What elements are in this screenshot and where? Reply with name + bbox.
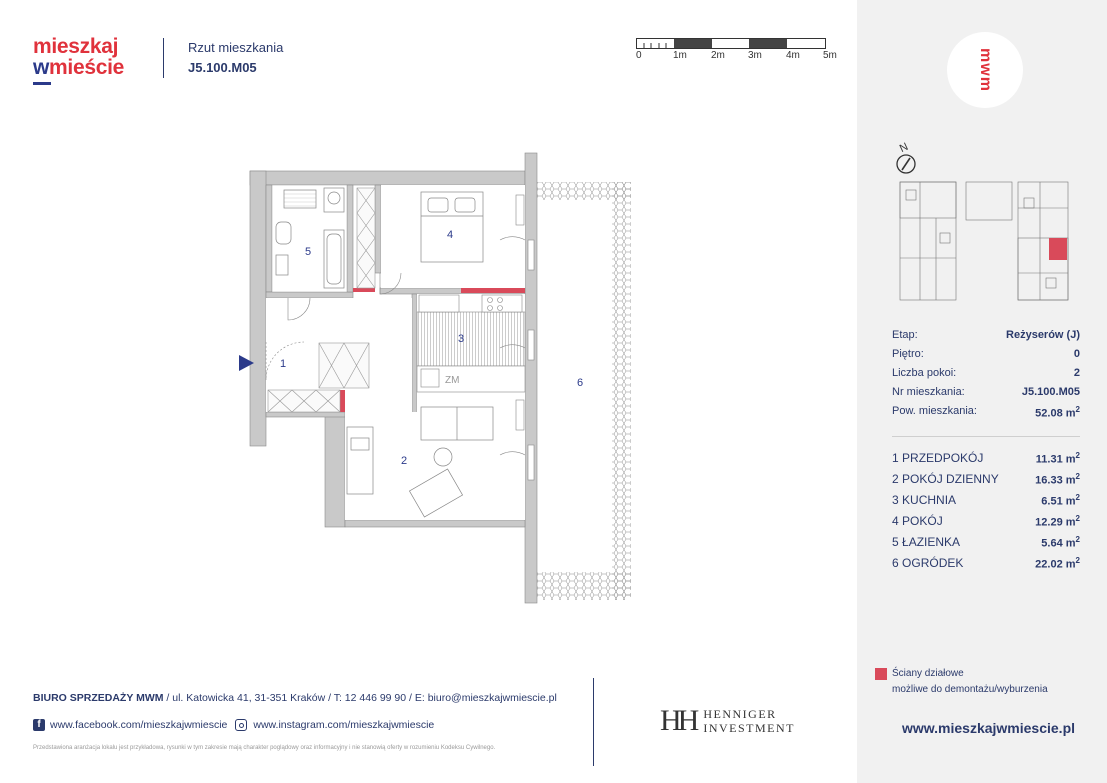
fridge-label: ZM [445,375,460,386]
logo-rest: mieście [49,56,125,79]
social-links [33,719,434,731]
facebook-icon: f [33,719,45,731]
henniger-logo [660,704,795,738]
room-area: 11.31 m [1035,453,1076,466]
scale-label: 1m [673,50,687,61]
info-row [892,386,1080,405]
facebook-link[interactable]: www.facebook.com/mieszkajwmiescie [50,719,228,731]
room-area-sup: 2 [1075,556,1080,565]
room-name: POKÓJ [902,514,943,528]
info-label: Pow. mieszkania: [892,405,977,417]
sales-office-info [33,692,557,704]
room-row [892,514,1080,535]
room-area: 22.02 m [1035,558,1076,571]
scale-label: 4m [786,50,800,61]
scale-label: 5m [823,50,837,61]
disclaimer: Przedstawiona aranżacja lokalu jest przykładowa, rysunki w tym zakresie mają charakter poglądowy oraz informacyjny i nie stanowią oferty w rozumieniu Kodeksu Cywilnego. [33,745,496,751]
room-row [892,556,1080,577]
scale-seg-4 [787,39,825,48]
room-row [892,535,1080,556]
plan-label: Rzut mieszkania [188,40,284,55]
room-number-2: 2 [401,455,408,467]
logo-line1: mieszkaj [33,35,119,58]
apartment-info [892,329,1080,424]
henniger-mark: HH [660,704,696,737]
compass-icon [894,140,918,176]
room-area-sup: 2 [1075,535,1080,544]
info-row [892,405,1080,424]
info-value: J5.100.M05 [1021,386,1080,398]
room-row [892,493,1080,514]
scale-seg-1 [674,39,712,48]
sales-office-title: BIURO SPRZEDAŻY MWM [33,692,164,704]
henniger-line2: INVESTMENT [703,721,796,735]
scale-seg-3 [749,39,787,48]
room-num: 1 [892,451,899,465]
room-area: 6.51 m [1041,495,1076,508]
legend [875,666,1048,698]
info-label: Piętro: [892,348,924,360]
room-name: ŁAZIENKA [902,535,961,549]
room-area: 5.64 m [1041,537,1076,550]
legend-line2: możliwe do demontażu/wyburzenia [892,684,1048,695]
room-number-6: 6 [577,377,584,389]
info-row [892,348,1080,367]
info-row [892,329,1080,348]
logo-line2 [33,57,124,78]
sidebar-divider [892,436,1080,437]
room-name: PRZEDPOKÓJ [902,451,984,465]
room-row [892,472,1080,493]
header-divider [163,38,164,78]
henniger-line1: HENNIGER [703,707,777,721]
room-number-4: 4 [447,229,454,241]
room-num: 5 [892,535,899,549]
room-area: 12.29 m [1035,516,1076,529]
room-num: 2 [892,472,899,486]
footer-divider [593,678,594,766]
room-area-sup: 2 [1075,472,1080,481]
info-label: Nr mieszkania: [892,386,965,398]
scale-seg-2 [712,39,749,48]
brand-logo[interactable] [33,36,124,85]
info-label: Liczba pokoi: [892,367,957,379]
website-link[interactable]: www.mieszkajwmiescie.pl [902,720,1076,736]
logo-w: w [33,56,50,79]
room-number-1: 1 [280,358,287,370]
scale-label: 3m [748,50,762,61]
scale-labels [630,50,845,64]
sales-office-address: / ul. Katowicka 41, 31-351 Kraków / T: 12 446 99 90 / E: biuro@mieszkajwmiescie.pl [163,692,557,704]
bed [421,192,483,262]
room-num: 4 [892,514,899,528]
area-value: 52.08 m [1035,407,1076,420]
sidebar-logo [947,32,1023,108]
legend-swatch [875,668,887,680]
room-name: POKÓJ DZIENNY [902,472,999,486]
room-row [892,451,1080,472]
sidebar-logo-text: mwm [977,48,994,92]
scale-seg-0 [637,39,675,48]
scale-label: 0 [636,50,642,61]
room-num: 3 [892,493,899,507]
room-number-5: 5 [305,246,312,258]
room-area: 16.33 m [1035,474,1076,487]
info-value: Reżyserów (J) [1006,329,1080,341]
info-value [1035,405,1080,424]
scale-label: 2m [711,50,725,61]
info-row [892,367,1080,386]
room-number-3: 3 [458,333,465,345]
room-num: 6 [892,556,899,570]
room-name: OGRÓDEK [902,556,964,570]
scale-bar [636,38,826,49]
room-area-sup: 2 [1075,493,1080,502]
site-plan [890,178,1080,306]
garden-area [537,182,631,600]
floor-plan [235,150,635,610]
info-value: 0 [1073,348,1080,360]
info-label: Etap: [892,329,918,341]
area-unit-sup: 2 [1075,405,1080,414]
room-area-sup: 2 [1075,451,1080,460]
compass-label: N [897,140,911,156]
room-area-sup: 2 [1075,514,1080,523]
apartment-location-marker [1049,238,1067,260]
info-value: 2 [1073,367,1080,379]
room-list [892,451,1080,577]
plan-code: J5.100.M05 [188,60,257,75]
instagram-link[interactable]: www.instagram.com/mieszkajwmiescie [253,719,435,731]
room-name: KUCHNIA [902,493,957,507]
logo-underline [33,82,51,85]
instagram-icon [235,719,247,731]
legend-line1: Ściany działowe [892,668,964,679]
